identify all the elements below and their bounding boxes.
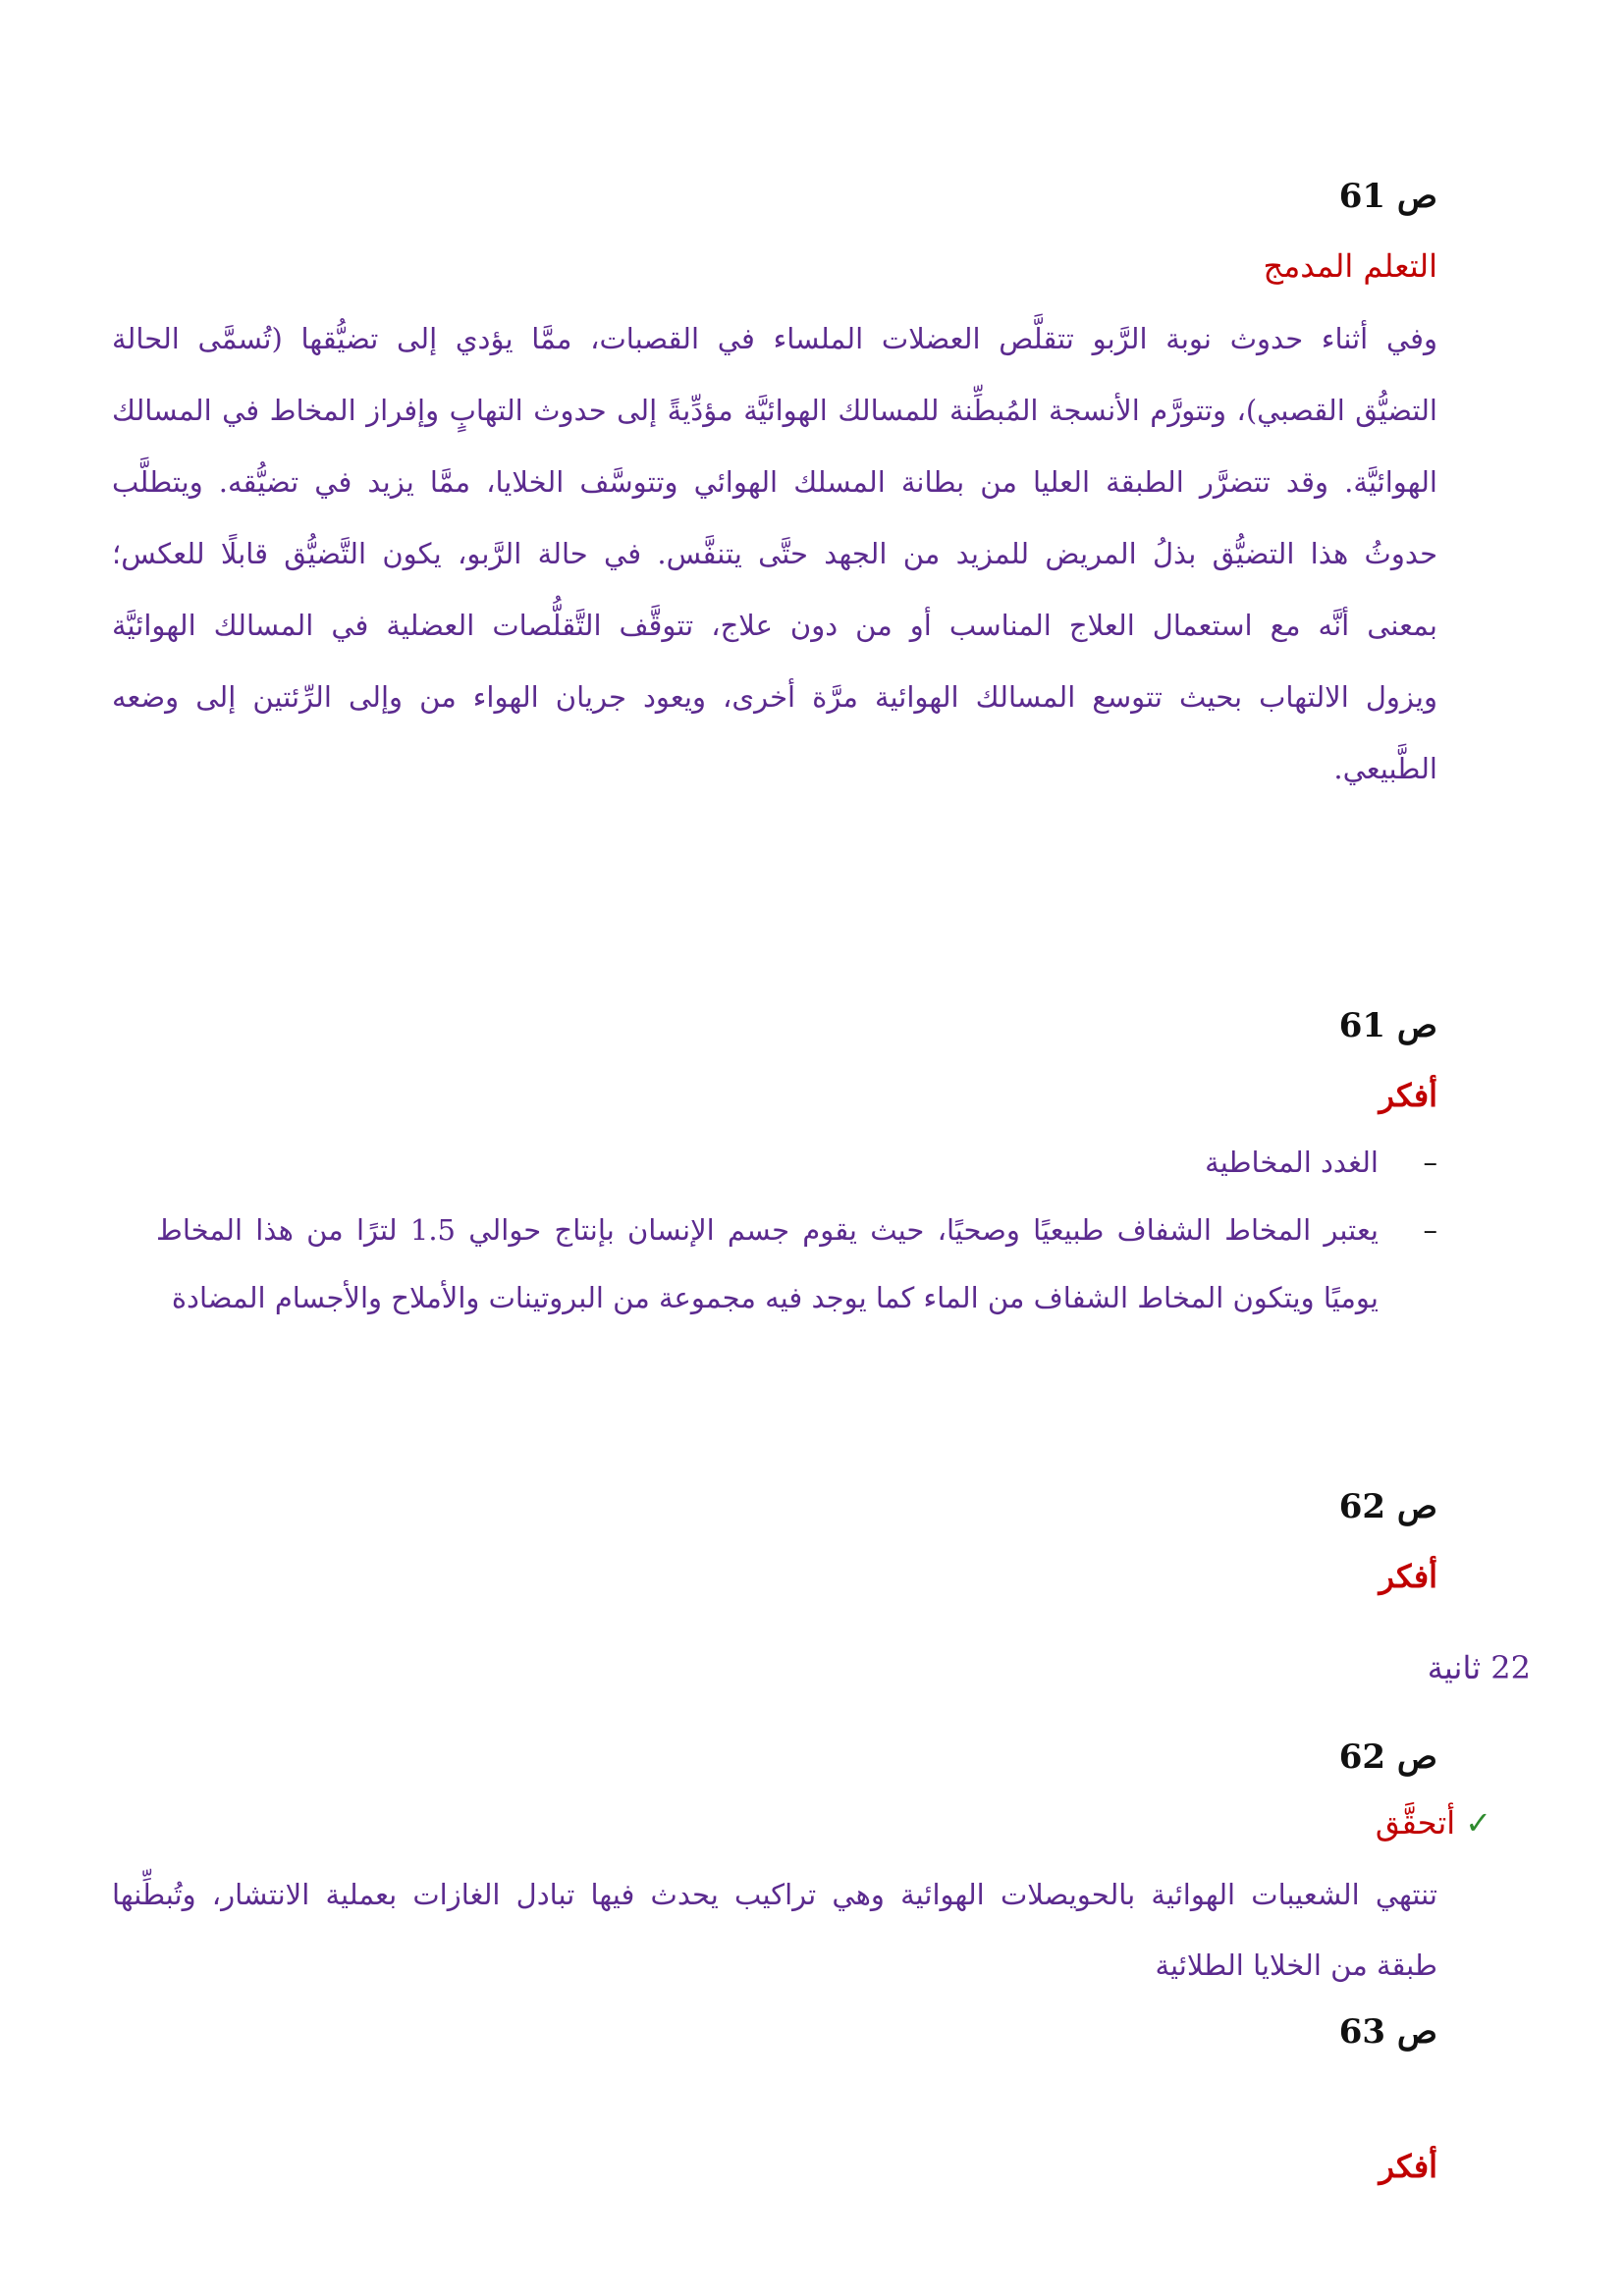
page-reference-61-b: ص 61 <box>1338 1006 1437 1045</box>
paragraph-line-6: ويزول الالتهاب بحيث تتوسع المسالك الهوائية مرَّة أخرى، ويعود جريان الهواء من وإلى الرِّئتين إلى وضعه <box>112 680 1437 714</box>
bullet-text-mucous-glands: الغدد المخاطية <box>1205 1146 1379 1179</box>
paragraph-line-4: حدوثُ هذا التضيُّق بذلُ المريض للمزيد من الجهد حتَّى يتنفَّس. في حالة الرَّبو، يكون التَّضيُّق قابلًا للعكس؛ <box>112 537 1437 570</box>
paragraph-line-1: وفي أثناء حدوث نوبة الرَّبو تتقلَّص العضلات الملساء في القصبات، ممَّا يؤدي إلى تضيُّقها (تُسمَّى الحالة <box>112 322 1437 355</box>
bullet-text-mucus-line-2: يوميًا ويتكون المخاط الشفاف من الماء كما يوجد فيه مجموعة من البروتينات والأملاح والأجسام المضادة <box>171 1281 1379 1314</box>
section-heading-blended-learning: التعلم المدمج <box>1263 247 1437 285</box>
checkmark-icon: ✓ <box>1465 1804 1491 1842</box>
section-heading-verify: أتحقَّق <box>1375 1804 1456 1842</box>
answer-value-seconds: 22 ثانية <box>1427 1649 1531 1686</box>
bullet-dash-2: – <box>1423 1213 1437 1247</box>
paragraph-line-5: بمعنى أنَّه مع استعمال العلاج المناسب أو من دون علاج، تتوقَّف التَّقلُّصات العضلية في المسالك الهوائيَّة <box>112 609 1437 642</box>
paragraph-line-3: الهوائيَّة. وقد تتضرَّر الطبقة العليا من بطانة المسلك الهوائي وتتوسَّف الخلايا، ممَّا يزيد في تضيُّقه. ويتطلَّب <box>112 465 1437 499</box>
page-reference-61-a: ص 61 <box>1338 177 1437 216</box>
section-heading-verify-row <box>1376 1804 1491 1842</box>
paragraph-line-7: الطَّبيعي. <box>1333 752 1437 785</box>
page-reference-62-b: ص 62 <box>1338 1737 1437 1777</box>
verify-text-line-2: طبقة من الخلايا الطلائية <box>1155 1949 1437 1982</box>
section-heading-think-1: أفكر <box>1379 1077 1437 1114</box>
bullet-text-mucus-line-1: يعتبر المخاط الشفاف طبيعيًا وصحيًا، حيث يقوم جسم الإنسان بإنتاج حوالي 1.5 لترًا من هذا المخاط <box>156 1213 1379 1247</box>
bullet-dash-1: – <box>1423 1146 1437 1179</box>
section-heading-think-2: أفكر <box>1379 1558 1437 1595</box>
section-heading-think-3: أفكر <box>1379 2148 1437 2185</box>
page-reference-63: ص 63 <box>1338 2012 1437 2052</box>
verify-text-line-1: تنتهي الشعيبات الهوائية بالحويصلات الهوائية وهي تراكيب يحدث فيها تبادل الغازات بعملية الانتشار، وتُبطِّنها <box>112 1878 1437 1911</box>
paragraph-line-2: التضيُّق القصبي)، وتتورَّم الأنسجة المُبطِّنة للمسالك الهوائيَّة مؤدِّيةً إلى حدوث التهابٍ وإفراز المخاط في المسالك <box>112 394 1437 427</box>
page-reference-62-a: ص 62 <box>1338 1487 1437 1526</box>
